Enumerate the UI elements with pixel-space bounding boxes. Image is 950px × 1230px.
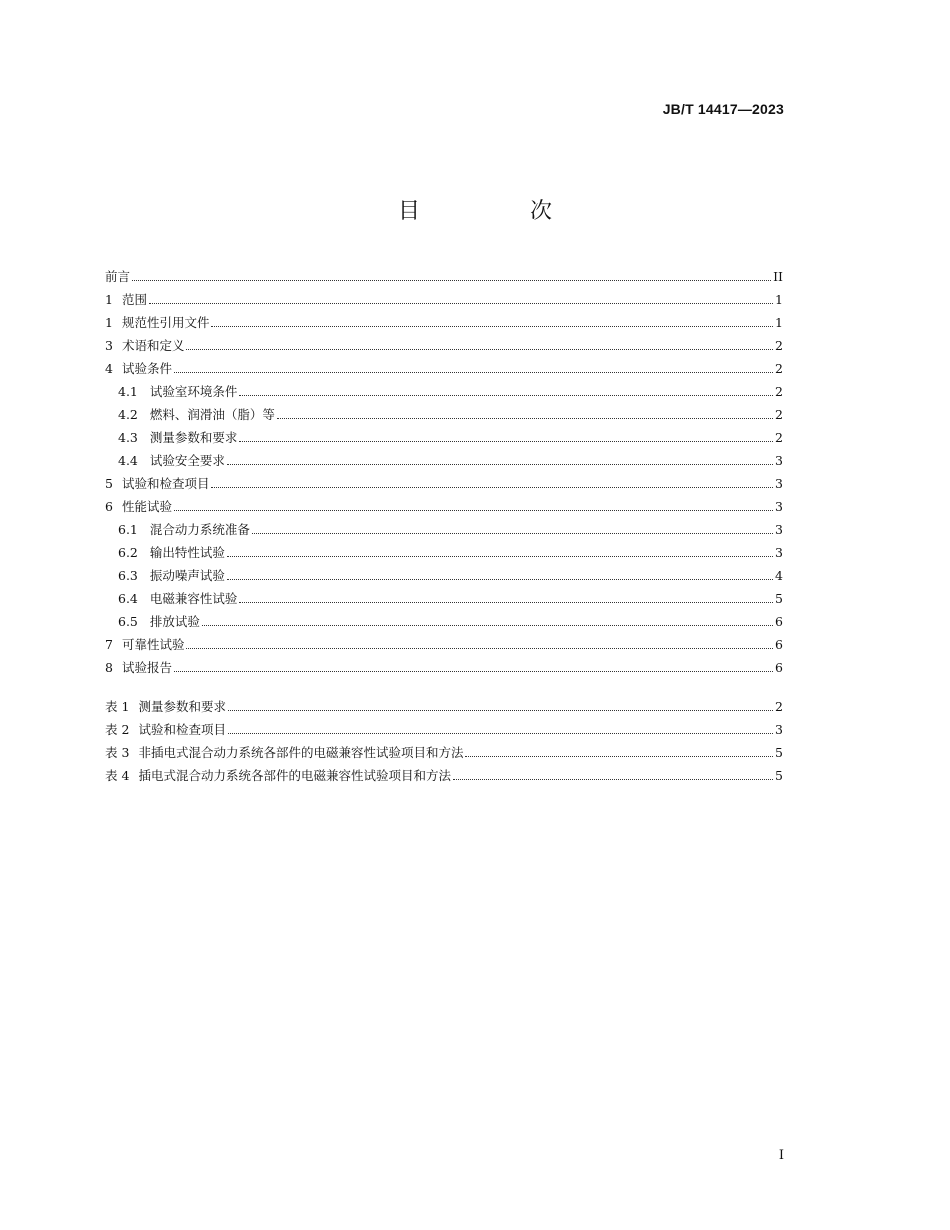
entry-page-number: 5 [775,768,783,783]
entry-page-number: 1 [775,315,783,330]
toc-entry[interactable] [105,355,783,378]
entry-label [118,613,200,631]
entry-number: 6 [105,499,113,514]
entry-number: 5 [105,476,113,491]
entry-number: 4.4 [118,453,138,468]
dot-leader [132,280,771,281]
table-list-entries [105,693,783,785]
entry-text: 性能试验 [121,499,172,514]
dot-leader [211,326,773,327]
entry-label [105,698,226,716]
entry-number: 4.3 [118,430,138,445]
entry-label [105,475,209,493]
entry-number: 6.2 [118,545,138,560]
entry-text: 插电式混合动力系统各部件的电磁兼容性试验项目和方法 [138,768,451,783]
entry-page-number: 5 [775,591,783,606]
table-of-contents [105,263,783,785]
entry-label [105,744,463,762]
entry-number: 1 [105,292,113,307]
toc-entry[interactable] [105,286,783,309]
toc-entry[interactable] [105,516,783,539]
toc-entry[interactable] [105,447,783,470]
entry-number: 6.1 [118,522,138,537]
entry-page-number: 6 [775,660,783,675]
entry-page-number: 2 [775,361,783,376]
entry-number: 6.5 [118,614,138,629]
entry-text: 试验安全要求 [149,453,225,468]
toc-entry[interactable] [105,470,783,493]
toc-entry[interactable] [105,585,783,608]
entry-text: 测量参数和要求 [138,699,226,714]
table-list-entry[interactable] [105,716,783,739]
entry-label [105,291,147,309]
entry-label [118,590,237,608]
entry-text: 前言 [105,269,131,284]
entry-number: 1 [105,315,113,330]
dot-leader [186,349,773,350]
table-list-entry[interactable] [105,739,783,762]
toc-entry[interactable] [105,654,783,677]
entry-number: 7 [105,637,113,652]
dot-leader [465,756,773,757]
toc-title: 目 次 [397,199,596,224]
entry-page-number: 3 [775,499,783,514]
dot-leader [228,733,773,734]
toc-entry[interactable] [105,263,783,286]
entry-label [105,636,184,654]
entry-label [105,268,130,286]
toc-entry[interactable] [105,608,783,631]
entry-text: 试验室环境条件 [149,384,238,399]
entry-page-number: 2 [775,430,783,445]
entry-page-number: 3 [775,545,783,560]
dot-leader [202,625,773,626]
dot-leader [149,303,773,304]
entry-text: 混合动力系统准备 [149,522,250,537]
dot-leader [228,710,773,711]
toc-entry[interactable] [105,332,783,355]
entry-number: 表 4 [105,768,130,783]
standard-code: JB/T 14417—2023 [662,101,784,117]
entry-text: 电磁兼容性试验 [149,591,238,606]
dot-leader [277,418,773,419]
toc-entry[interactable] [105,539,783,562]
entry-label [105,659,172,677]
entry-number: 6.4 [118,591,138,606]
entry-page-number: 2 [775,699,783,714]
entry-page-number: 1 [775,292,783,307]
dot-leader [227,464,773,465]
entry-text: 输出特性试验 [149,545,225,560]
entry-page-number: 3 [775,722,783,737]
entry-page-number: 3 [775,522,783,537]
dot-leader [211,487,773,488]
entry-number: 4.1 [118,384,138,399]
entry-label [118,383,237,401]
toc-entry[interactable] [105,309,783,332]
entry-label [118,567,225,585]
dot-leader [174,671,773,672]
dot-leader [227,579,773,580]
entry-text: 非插电式混合动力系统各部件的电磁兼容性试验项目和方法 [138,745,464,760]
entry-label [118,452,225,470]
toc-entry[interactable] [105,424,783,447]
entry-label [105,360,172,378]
entry-text: 排放试验 [149,614,200,629]
entry-label [118,429,237,447]
entry-label [118,406,275,424]
dot-leader [239,395,773,396]
entry-text: 测量参数和要求 [149,430,238,445]
entry-page-number: 6 [775,637,783,652]
entry-text: 规范性引用文件 [121,315,210,330]
entry-text: 可靠性试验 [121,637,185,652]
toc-entries [105,263,783,677]
toc-entry[interactable] [105,378,783,401]
entry-label [118,521,250,539]
entry-label [105,337,184,355]
entry-label [118,544,225,562]
entry-text: 试验报告 [121,660,172,675]
entry-page-number: 6 [775,614,783,629]
entry-text: 范围 [121,292,147,307]
entry-text: 试验条件 [121,361,172,376]
entry-page-number: 2 [775,407,783,422]
table-list-entry[interactable] [105,693,783,716]
toc-entry[interactable] [105,562,783,585]
entry-number: 4 [105,361,113,376]
entry-number: 3 [105,338,113,353]
dot-leader [174,510,773,511]
toc-entry[interactable] [105,401,783,424]
footer-page-number: I [778,1148,784,1163]
entry-text: 试验和检查项目 [121,476,210,491]
entry-label [105,314,209,332]
entry-number: 6.3 [118,568,138,583]
entry-number: 表 2 [105,722,130,737]
dot-leader [174,372,773,373]
entry-text: 振动噪声试验 [149,568,225,583]
toc-entry[interactable] [105,493,783,516]
entry-page-number: 3 [775,453,783,468]
table-list-entry[interactable] [105,762,783,785]
entry-page-number: 2 [775,338,783,353]
entry-page-number: 5 [775,745,783,760]
entry-number: 表 1 [105,699,130,714]
entry-text: 燃料、润滑油（脂）等 [149,407,275,422]
entry-number: 表 3 [105,745,130,760]
entry-page-number: 3 [775,476,783,491]
dot-leader [239,441,773,442]
toc-entry[interactable] [105,631,783,654]
entry-page-number: 4 [775,568,783,583]
entry-text: 术语和定义 [121,338,185,353]
dot-leader [227,556,773,557]
dot-leader [252,533,773,534]
entry-text: 试验和检查项目 [138,722,226,737]
entry-number: 8 [105,660,113,675]
entry-label [105,721,226,739]
entry-number: 4.2 [118,407,138,422]
entry-label [105,498,172,516]
dot-leader [239,602,773,603]
dot-leader [186,648,773,649]
entry-page-number: II [773,269,783,284]
dot-leader [453,779,773,780]
entry-label [105,767,451,785]
entry-page-number: 2 [775,384,783,399]
